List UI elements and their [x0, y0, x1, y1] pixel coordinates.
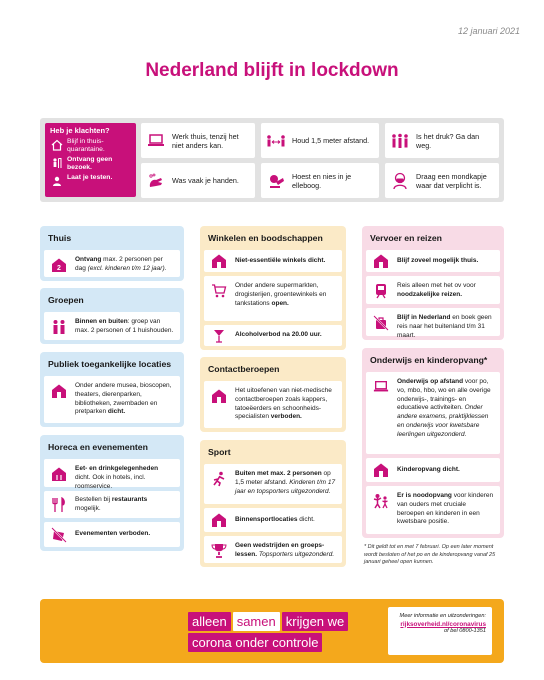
- section-thuis: [40, 226, 184, 281]
- advice-distance: Houd 1,5 meter afstand.: [261, 123, 379, 158]
- section-winkelen: [200, 226, 346, 350]
- advice-face-mask: Draag een mondkapje waar dat verplicht is.: [385, 163, 499, 198]
- section-title: Groepen: [48, 295, 84, 305]
- closed-gym-icon: [210, 511, 228, 529]
- general-advice-panel: [40, 118, 504, 202]
- no-visitors-icon: [50, 156, 64, 170]
- trophy-icon: [210, 542, 228, 560]
- no-travel-icon: [372, 314, 390, 332]
- info-box: [388, 607, 492, 655]
- closed-restaurant-icon: [50, 465, 68, 483]
- slogan-word: krijgen we: [282, 612, 349, 631]
- phone-text: of bel 0800-1351: [444, 628, 486, 634]
- rule-card: Niet-essentiële winkels dicht.: [204, 250, 342, 272]
- rule-card: Geen wedstrijden en groeps-lessen. Topsporters uitgezonderd.: [204, 536, 342, 563]
- section-title: Publiek toegankelijke locaties: [48, 359, 172, 369]
- alcohol-icon: [210, 327, 228, 345]
- complaints-question: Heb je klachten?: [50, 126, 110, 135]
- rule-card: Blijf in Nederland en boek geen reis naar het buitenland t/m 31 maart.: [366, 308, 500, 336]
- sneeze-elbow-icon: [266, 171, 286, 191]
- slogan: [188, 612, 348, 654]
- test-icon: [50, 174, 64, 188]
- rule-card: Kinderopvang dicht.: [366, 458, 500, 482]
- section-vervoer: [362, 226, 504, 340]
- bottom-banner: [40, 599, 504, 663]
- rule-card: Evenementen verboden.: [44, 522, 180, 547]
- page-title: Nederland blijft in lockdown: [145, 60, 399, 81]
- no-events-icon: [50, 526, 68, 544]
- rule-card: Er is noodopvang voor kinderen van ouders met cruciale beroepen en kinderen in een kwetsbare positie.: [366, 486, 500, 534]
- complaints-row: Ontvang geen bezoek.: [50, 156, 131, 172]
- section-title: Thuis: [48, 233, 72, 243]
- rule-card: Blijf zoveel mogelijk thuis.: [366, 250, 500, 272]
- cutlery-icon: [50, 496, 68, 514]
- rule-card: Het uitoefenen van niet-medische contactberoepen zoals kappers, tatoeëerders en schoonheids-specialisten verboden.: [204, 381, 342, 428]
- train-icon: [372, 282, 390, 300]
- section-onderwijs: [362, 348, 504, 538]
- slogan-word: corona onder controle: [188, 633, 322, 652]
- section-title: Winkelen en boodschappen: [208, 233, 323, 243]
- stay-home-icon: [372, 252, 390, 270]
- date-label: 12 januari 2021: [457, 26, 520, 36]
- slogan-word: samen: [233, 612, 280, 631]
- children-icon: [372, 492, 390, 510]
- footnote: * Dit geldt tot en met 7 februari. Op een later moment wordt besloten of het po en de kinderopvang vanaf 25 januari geheel open kunnen.: [364, 544, 496, 565]
- rijksoverheid-link[interactable]: rijksoverheid.nl/coronavirus: [400, 620, 486, 628]
- section-title: Vervoer en reizen: [370, 233, 442, 243]
- section-publiek: [40, 352, 184, 427]
- rule-card: 2 Ontvang max. 2 personen per dag (excl. kinderen t/m 12 jaar).: [44, 250, 180, 277]
- closed-salon-icon: [210, 387, 228, 405]
- slogan-line: [188, 612, 348, 631]
- svg-text:2: 2: [57, 265, 61, 272]
- distance-icon: [266, 131, 286, 151]
- rule-card: Eet- en drinkgelegenheden dicht. Ook in hotels, incl. roomservice.: [44, 459, 180, 487]
- section-title: Onderwijs en kinderopvang*: [370, 355, 488, 365]
- section-title: Horeca en evenementen: [48, 442, 148, 452]
- rule-card: Reis alleen met het ov voor noodzakelijke reizen.: [366, 276, 500, 304]
- face-mask-icon: [390, 171, 410, 191]
- closed-daycare-icon: [372, 461, 390, 479]
- section-groepen: [40, 288, 184, 344]
- closed-shop-icon: [210, 252, 228, 270]
- complaints-box: [45, 123, 136, 197]
- slogan-line: [188, 633, 348, 652]
- closed-building-icon: [50, 382, 68, 400]
- advice-wash-hands: Was vaak je handen.: [141, 163, 255, 198]
- laptop-icon: [146, 131, 166, 151]
- shopping-cart-icon: [210, 282, 228, 300]
- advice-cough-elbow: Hoest en nies in je elleboog.: [261, 163, 379, 198]
- house-icon: [50, 138, 64, 152]
- crowd-icon: [390, 131, 410, 151]
- hand-wash-icon: [146, 171, 166, 191]
- rule-card: Alcoholverbod na 20.00 uur.: [204, 325, 342, 346]
- rule-card: Onderwijs op afstand voor po, vo, mbo, hbo, wo en alle overige onderwijs-, trainings- en educatieve activiteiten. Onder andere examens, praktijklessen en onderwijs voor kwetsbare leerlingen uitgezonderd.: [366, 372, 500, 454]
- slogan-word: alleen: [188, 612, 231, 631]
- rule-card: Bestellen bij restaurants mogelijk.: [44, 491, 180, 518]
- rule-card: Onder andere supermarkten, drogisterijen, groentewinkels en tankstations open.: [204, 276, 342, 321]
- section-contactberoepen: [200, 357, 346, 432]
- rule-card: Binnensportlocaties dicht.: [204, 508, 342, 532]
- complaints-row: Laat je testen.: [50, 174, 131, 188]
- rule-card: Buiten met max. 2 personen op 1,5 meter afstand. Kinderen t/m 17 jaar en topsporters uitgezonderd.: [204, 464, 342, 504]
- two-people-icon: [50, 318, 68, 336]
- section-title: Sport: [208, 447, 231, 457]
- info-text: Meer informatie en uitzonderingen:: [399, 613, 486, 619]
- runner-icon: [210, 470, 228, 488]
- advice-crowded: Is het druk? Ga dan weg.: [385, 123, 499, 158]
- laptop-school-icon: [372, 378, 390, 396]
- section-horeca: [40, 435, 184, 551]
- section-sport: [200, 440, 346, 567]
- section-title: Contactberoepen: [208, 364, 280, 374]
- rule-card: Binnen en buiten: groep van max. 2 personen of 1 huishouden.: [44, 312, 180, 340]
- rule-card: Onder andere musea, bioscopen, theaters, dierenparken, bibliotheken, zwembaden en pretparken dicht.: [44, 376, 180, 423]
- house-two-badge-icon: [50, 256, 68, 274]
- advice-work-home: Werk thuis, tenzij het niet anders kan.: [141, 123, 255, 158]
- complaints-row: Blijf in thuis-quarantaine.: [50, 138, 131, 154]
